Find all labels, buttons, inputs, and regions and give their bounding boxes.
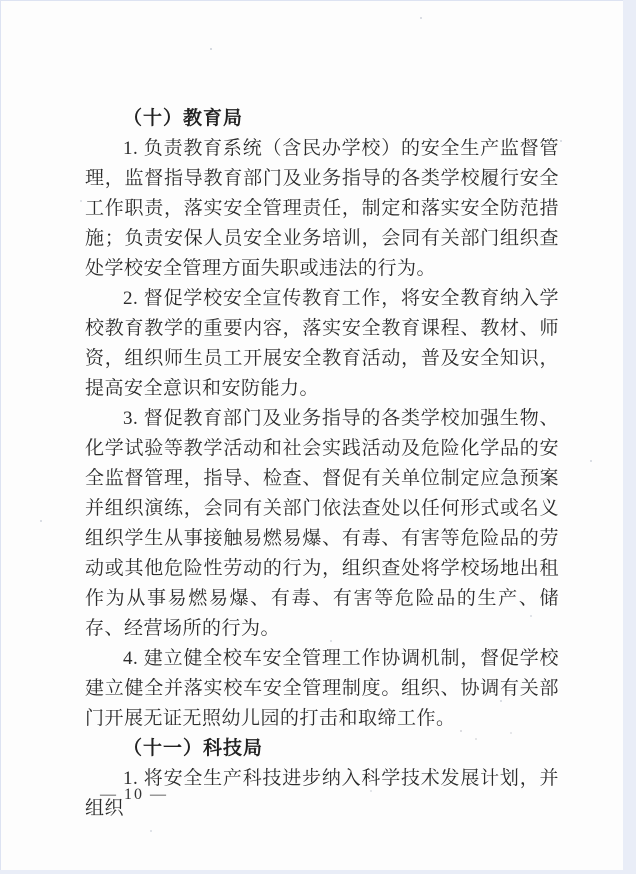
section-heading-education-bureau: （十）教育局 xyxy=(123,108,244,129)
document-body xyxy=(85,104,559,824)
education-bureau-item-4: 4. 建立健全校车安全管理工作协调机制，督促学校建立健全并落实校车安全管理制度。组织、协调有关部门开展无证无照幼儿园的打击和取缔工作。 xyxy=(85,648,559,729)
science-tech-bureau-item-1: 1. 将安全生产科技进步纳入科学技术发展计划，并组织 xyxy=(85,768,559,819)
page-number: — 10 — xyxy=(100,786,168,803)
education-bureau-item-2: 2. 督促学校安全宣传教育工作，将安全教育纳入学校教育教学的重要内容，落实安全教育课程、教材、师资，组织师生员工开展安全教育活动，普及安全知识，提高安全意识和安防能力。 xyxy=(85,288,559,399)
scan-noise xyxy=(210,48,212,50)
section-heading-science-tech-bureau: （十一）科技局 xyxy=(123,738,264,759)
education-bureau-item-1: 1. 负责教育系统（含民办学校）的安全生产监督管理，监督指导教育部门及业务指导的各类学校履行安全工作职责，落实安全管理责任，制定和落实安全防范措施；负责安保人员安全业务培训，会同有关部门组织查处学校安全管理方面失职或违法的行为。 xyxy=(85,138,559,279)
scan-edge-bottom xyxy=(0,870,636,874)
scan-edge-right xyxy=(623,0,636,874)
education-bureau-item-3: 3. 督促教育部门及业务指导的各类学校加强生物、化学试验等教学活动和社会实践活动及危险化学品的安全监督管理，指导、检查、督促有关单位制定应急预案并组织演练，会同有关部门依法查处以任何形式或名义组织学生从事接触易燃易爆、有毒、有害等危险品的劳动或其他危险性劳动的行为，组织查处将学校场地出租作为从事易燃易爆、有毒、有害等危险品的生产、储存、经营场所的行为。 xyxy=(85,408,559,639)
scan-edge-left xyxy=(0,0,1,874)
scan-edge-top xyxy=(0,0,636,1)
